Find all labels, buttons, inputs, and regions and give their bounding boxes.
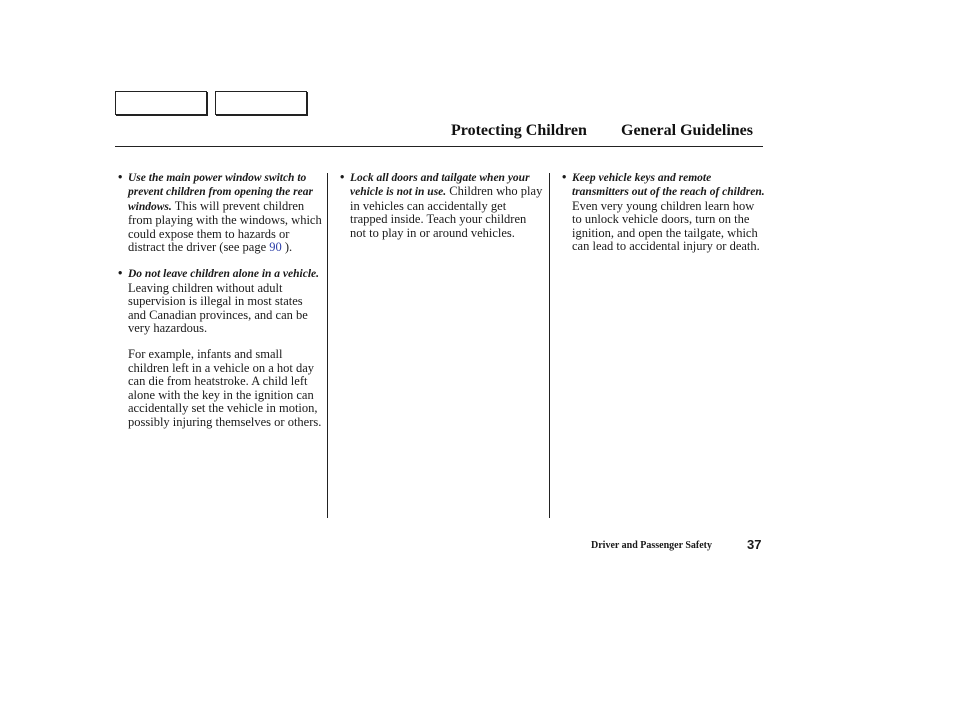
item-lead: Lock all doors and tailgate when your vehicle is not in use. [350,172,530,199]
page-reference-link[interactable]: 90 [269,240,282,255]
item-body-end: ). [281,240,293,255]
text-column-2 [339,171,544,253]
item-body: Children who play in vehicles can accidentally get trapped inside. Teach your children not to play in or around vehicles. [350,184,543,240]
text-column-1 [117,171,322,429]
bullet-icon: • [562,170,567,184]
bullet-item-keys [561,171,766,253]
footer-section-label: Driver and Passenger Safety [591,540,713,551]
item-body: This will prevent children from playing with the windows, which could expose them to hazards or distract the driver (see page [128,198,322,255]
column-divider [327,173,328,518]
header-tab-box [215,91,307,115]
item-lead: Do not leave children alone in a vehicle. [128,268,320,281]
section-title: Protecting Children [451,122,587,139]
paragraph-example: For example, infants and small children left in a vehicle on a hot day can die from heatstroke. A child left alone with the key in the ignition can accidentally set the vehicle in motion, possibly injuring themselves or others. [128,347,322,429]
bullet-item-alone-in-vehicle [117,267,322,335]
item-lead: Keep vehicle keys and remote transmitters out of the reach of children. [572,172,765,199]
bullet-icon: • [340,170,345,184]
bullet-icon: • [118,266,123,281]
item-body: Even very young children learn how to unlock vehicle doors, turn on the ignition, and open the tailgate, which can lead to accidental injury or death. [572,198,760,254]
header-tab-box [115,91,207,115]
header-rule [115,146,763,147]
text-column-3 [561,171,766,266]
bullet-icon: • [118,170,123,184]
bullet-item-power-window [117,171,322,254]
page-number: 37 [747,537,762,552]
page-title: General Guidelines [621,122,753,139]
item-lead: Use the main power window switch to prevent children from opening the rear windows. [128,172,313,213]
item-body: Leaving children without adult supervision is illegal in most states and Canadian provinces, and can be very hazardous. [128,280,308,336]
bullet-item-lock-doors [339,171,544,240]
column-divider [549,173,550,518]
